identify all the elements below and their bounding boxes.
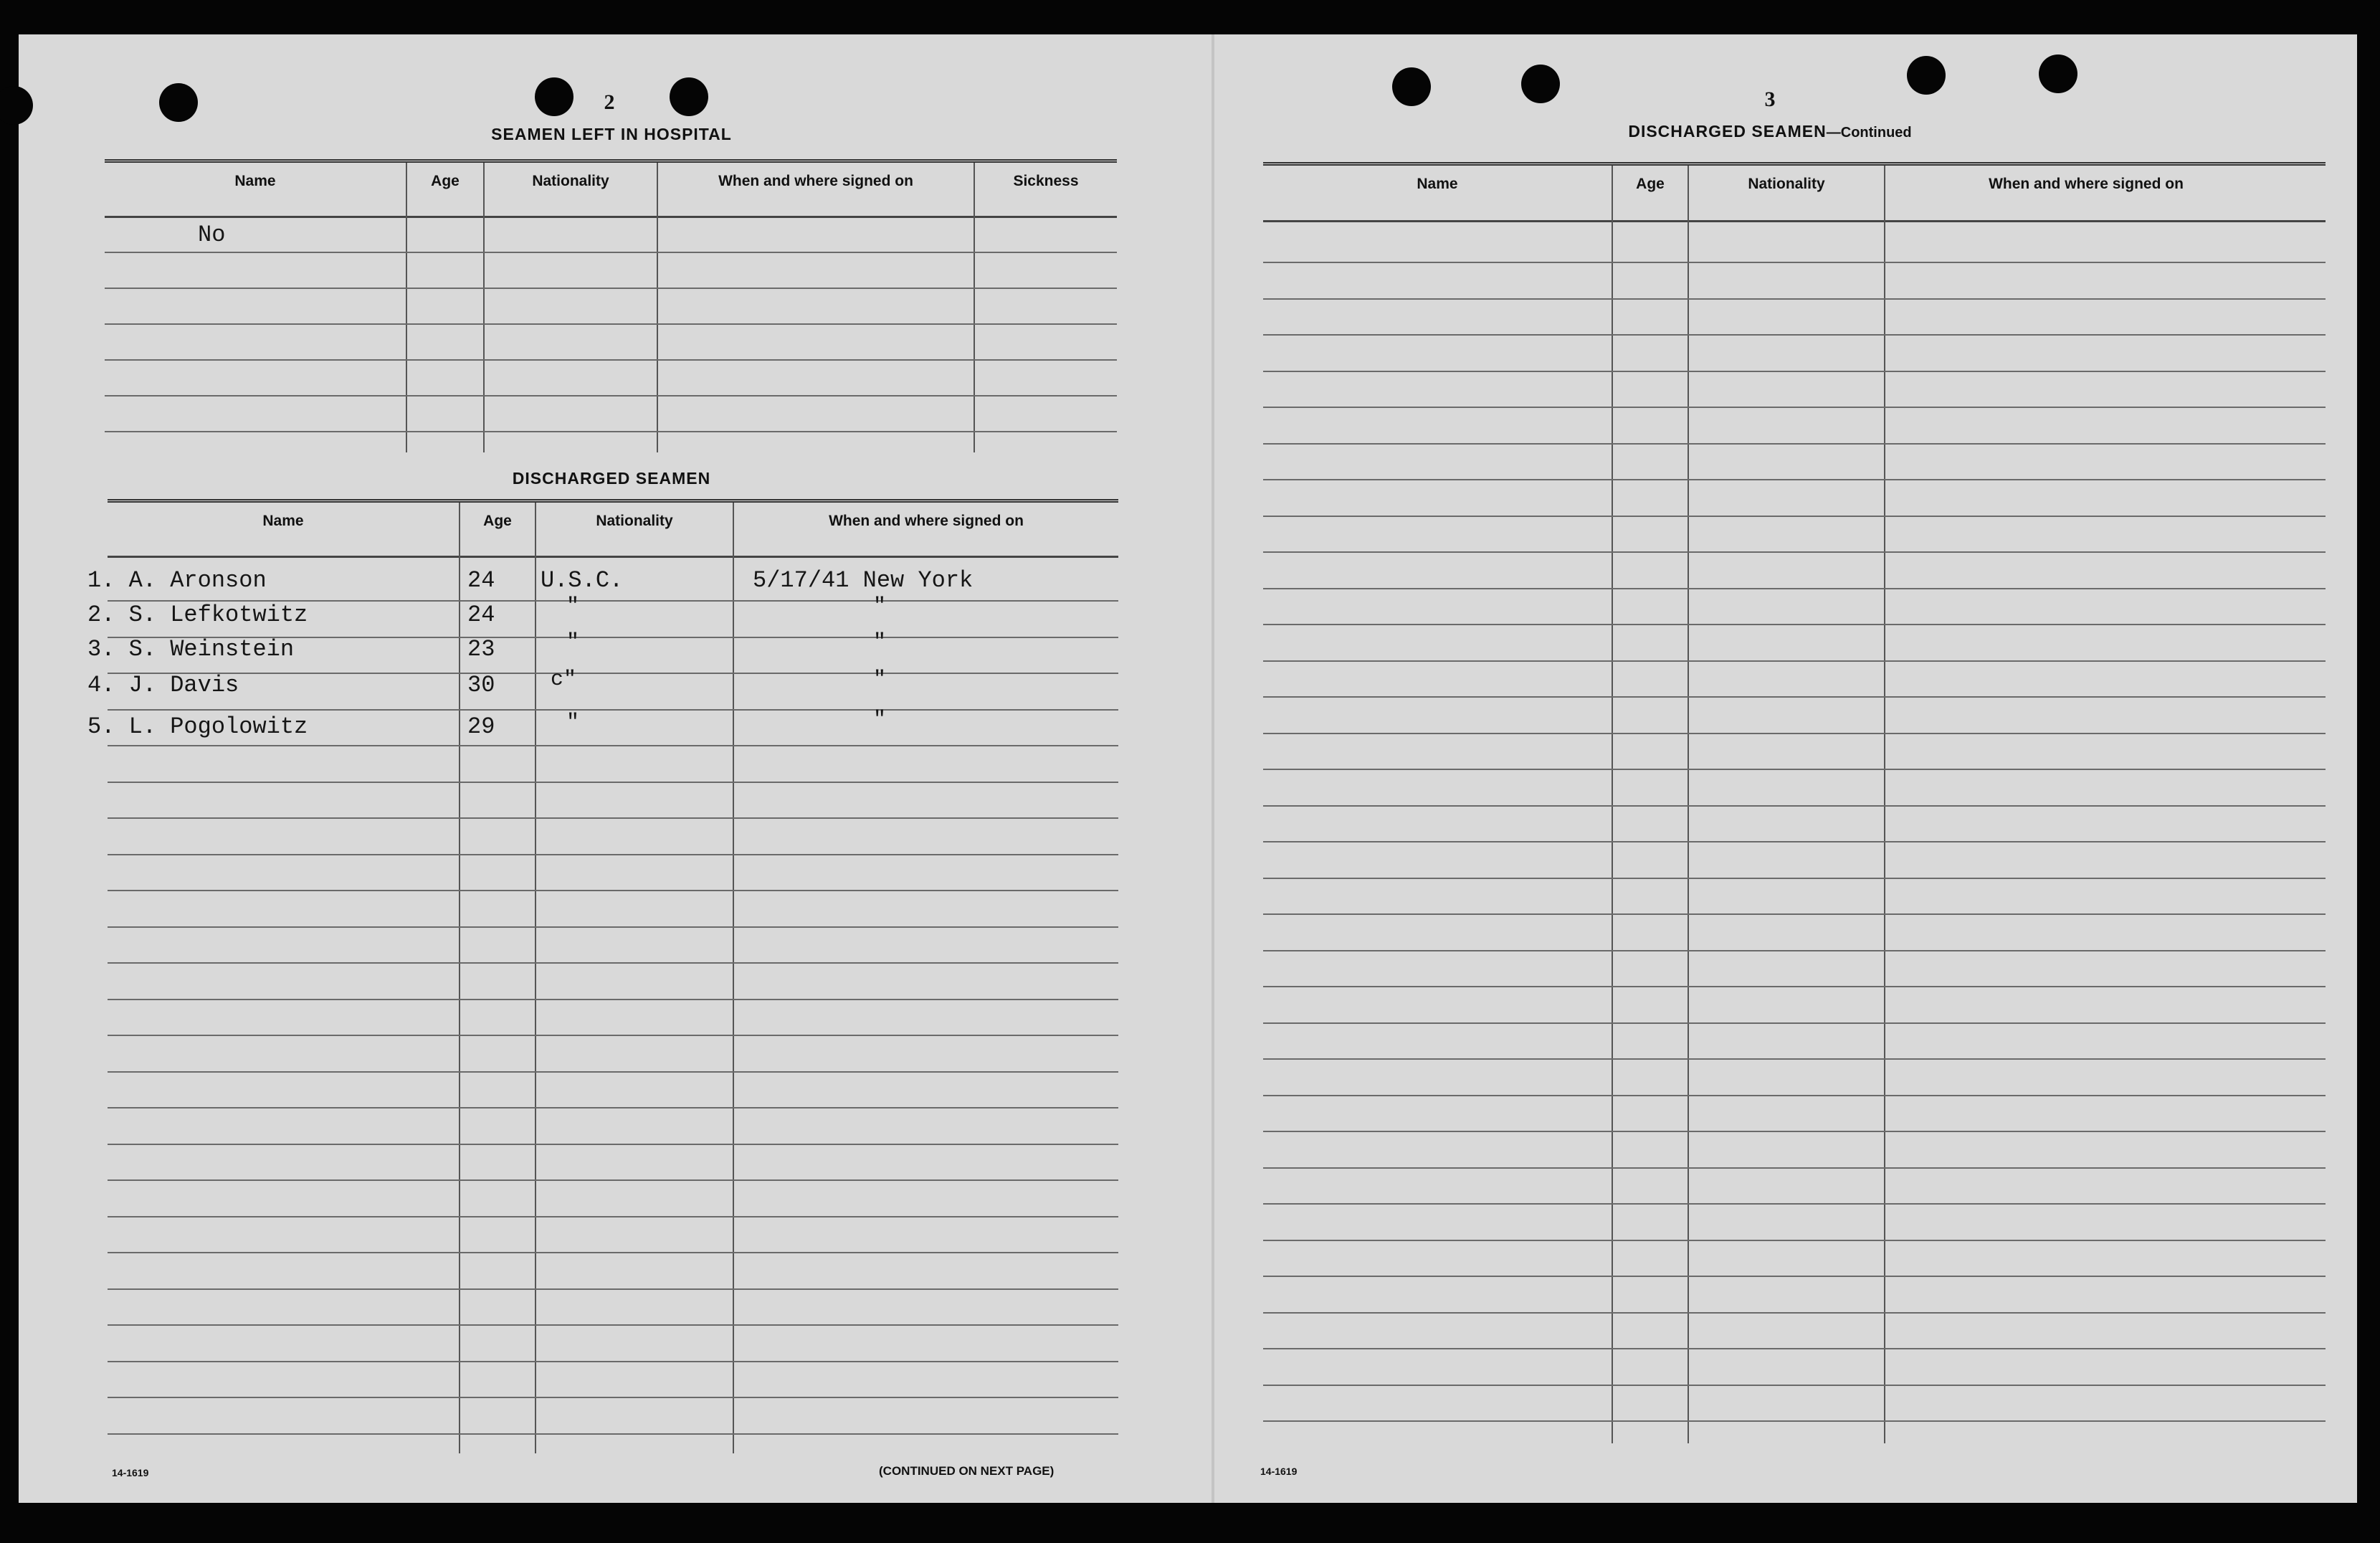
row-line	[1263, 986, 2326, 987]
row-line	[1263, 1348, 2326, 1349]
column-header-age: Age	[1636, 176, 1665, 192]
row-line	[108, 1179, 1118, 1181]
row-line	[108, 1216, 1118, 1217]
row-line	[1263, 660, 2326, 662]
seaman-signed-on: "	[873, 594, 887, 619]
row-line	[1263, 262, 2326, 263]
row-line	[105, 359, 1117, 361]
seaman-name: 4. J. Davis	[87, 672, 239, 698]
row-line	[1263, 443, 2326, 445]
row-line	[105, 323, 1117, 325]
row-line	[108, 1324, 1118, 1326]
row-line	[108, 1071, 1118, 1073]
row-line	[1263, 1058, 2326, 1060]
row-line	[1263, 371, 2326, 372]
seaman-age: 30	[467, 672, 495, 698]
hospital-table	[105, 159, 1117, 452]
seaman-signed-on: "	[873, 668, 887, 692]
row-line	[1263, 878, 2326, 879]
continued-table-header	[1263, 166, 2326, 222]
page-number: 2	[604, 90, 615, 114]
row-line	[1263, 913, 2326, 915]
column-header-when-where: When and where signed on	[718, 173, 913, 189]
column-divider	[657, 163, 658, 452]
row-line	[1263, 479, 2326, 480]
discharged-table-header	[108, 503, 1118, 558]
seaman-nationality: "	[566, 630, 580, 655]
row-line	[1263, 1312, 2326, 1314]
row-line	[1263, 334, 2326, 336]
column-header-nationality: Nationality	[1748, 176, 1825, 192]
row-line	[1263, 1203, 2326, 1205]
seaman-name: 2. S. Lefkotwitz	[87, 602, 308, 628]
row-line	[1263, 1131, 2326, 1132]
column-header-when-where: When and where signed on	[829, 513, 1024, 529]
row-line	[108, 1433, 1118, 1435]
form-number: 14-1619	[1260, 1466, 1298, 1477]
discharged-table	[87, 499, 1118, 1453]
discharged-title: DISCHARGED SEAMEN	[512, 469, 711, 488]
row-line	[1263, 696, 2326, 698]
seaman-name: 5. L. Pogolowitz	[87, 713, 308, 740]
hospital-entry: No	[198, 222, 226, 248]
row-line	[1263, 588, 2326, 589]
column-divider	[974, 163, 975, 452]
row-line	[105, 431, 1117, 432]
seaman-name: 3. S. Weinstein	[87, 636, 295, 663]
seaman-age: 23	[467, 636, 495, 663]
row-line	[108, 1107, 1118, 1108]
row-line	[1263, 1385, 2326, 1386]
row-line	[105, 288, 1117, 289]
discharged-continued-table	[1263, 162, 2326, 1443]
row-line	[108, 926, 1118, 928]
row-line	[108, 1288, 1118, 1290]
row-line	[1263, 298, 2326, 300]
column-header-age: Age	[483, 513, 512, 529]
row-line	[1263, 805, 2326, 807]
column-header-nationality: Nationality	[596, 513, 673, 529]
right-title-suffix: —Continued	[1826, 125, 1912, 141]
row-line	[1263, 551, 2326, 553]
page-number: 3	[1764, 87, 1776, 111]
row-line	[1263, 1095, 2326, 1096]
row-line	[1263, 841, 2326, 842]
seaman-nationality: "	[566, 594, 580, 619]
row-line	[1263, 1022, 2326, 1024]
continued-note: (CONTINUED ON NEXT PAGE)	[879, 1464, 1055, 1478]
row-line	[1263, 407, 2326, 408]
row-line	[108, 962, 1118, 964]
column-divider	[535, 503, 536, 1453]
column-divider	[406, 163, 407, 452]
seaman-signed-on: "	[873, 708, 887, 732]
row-line	[105, 252, 1117, 253]
seaman-signed-on: 5/17/41 New York	[753, 567, 974, 594]
row-line	[108, 890, 1118, 891]
row-line	[1263, 1240, 2326, 1241]
form-number: 14-1619	[112, 1467, 149, 1478]
row-line	[108, 854, 1118, 855]
column-header-age: Age	[431, 173, 460, 189]
seaman-age: 24	[467, 567, 495, 594]
seaman-name: 1. A. Aronson	[87, 567, 267, 594]
row-line	[1263, 1420, 2326, 1422]
row-line	[108, 673, 1118, 674]
seaman-signed-on: "	[873, 630, 887, 655]
column-divider	[459, 503, 460, 1453]
column-header-sickness: Sickness	[1013, 173, 1079, 189]
row-line	[108, 999, 1118, 1000]
row-line	[105, 395, 1117, 397]
right-title-main: DISCHARGED SEAMEN	[1628, 122, 1827, 141]
column-header-name: Name	[262, 513, 304, 529]
right-page	[1214, 0, 2361, 1543]
column-header-when-where: When and where signed on	[1989, 176, 2184, 192]
column-header-name: Name	[234, 173, 276, 189]
column-divider	[483, 163, 485, 452]
row-line	[108, 1361, 1118, 1362]
row-line	[108, 709, 1118, 711]
row-line	[108, 1252, 1118, 1253]
column-divider	[733, 503, 734, 1453]
seaman-nationality: c"	[551, 668, 577, 692]
seaman-nationality: "	[566, 711, 580, 735]
row-line	[108, 782, 1118, 783]
row-line	[1263, 769, 2326, 770]
seaman-age: 24	[467, 602, 495, 628]
row-line	[1263, 624, 2326, 625]
row-line	[1263, 516, 2326, 517]
row-line	[1263, 950, 2326, 951]
hospital-title: SEAMEN LEFT IN HOSPITAL	[491, 125, 732, 143]
row-line	[108, 745, 1118, 746]
right-discharged-title	[1214, 122, 2326, 141]
seaman-age: 29	[467, 713, 495, 740]
column-header-name: Name	[1417, 176, 1458, 192]
row-line	[108, 1035, 1118, 1036]
row-line	[108, 1397, 1118, 1398]
row-line	[108, 1144, 1118, 1145]
seaman-nationality: U.S.C.	[541, 567, 624, 594]
row-line	[1263, 1167, 2326, 1169]
row-line	[1263, 1276, 2326, 1277]
row-line	[1263, 733, 2326, 734]
hospital-table-header	[105, 163, 1117, 218]
row-line	[108, 817, 1118, 819]
column-header-nationality: Nationality	[532, 173, 609, 189]
